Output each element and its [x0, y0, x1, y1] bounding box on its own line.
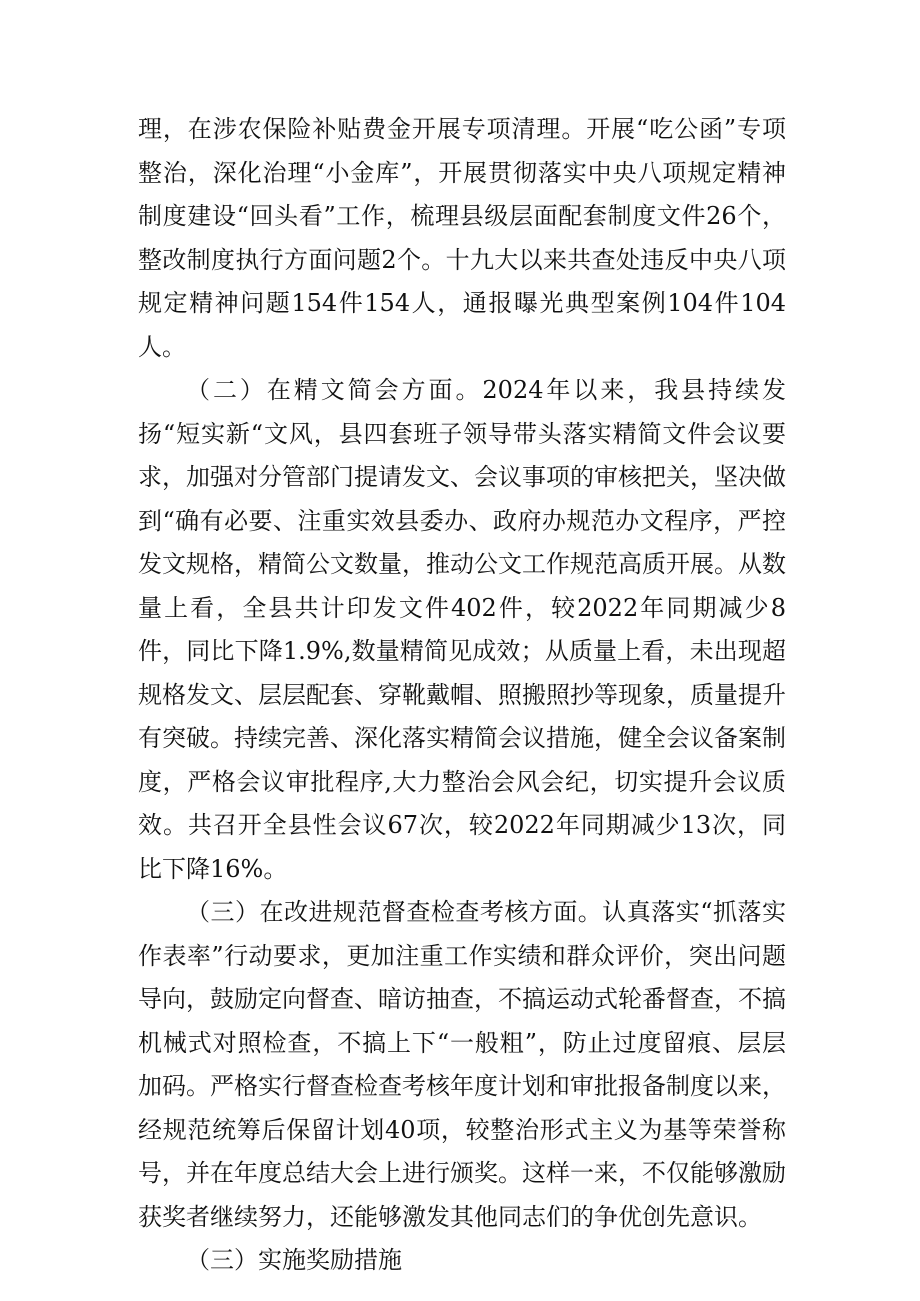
paragraph-section-three: （三）在改进规范督查检查考核方面。认真落实“抓落实作表率”行动要求，更加注重工作实绩和群众评价，突出问题导向，鼓励定向督查、暗访抽查，不搞运动式轮番督查，不搞机械式对照检查，不搞上下“一般粗”，防止过度留痕、层层加码。严格实行督查检查考核年度计划和审批报备制度以来，经规范统筹后保留计划40项，较整治形式主义为基等荣誉称号，并在年度总结大会上进行颁奖。这样一来，不仅能够激励获奖者继续努力，还能够激发其他同志们的争优创先意识。 — [138, 898, 786, 1231]
paragraph-section-two: （二）在精文简会方面。2024年以来，我县持续发扬“短实新“文风，县四套班子领导带头落实精简文件会议要求，加强对分管部门提请发文、会议事项的审核把关，坚决做到“确有必要、注重实效县委办、政府办规范办文程序，严控发文规格，精简公文数量，推动公文工作规范高质开展。从数量上看，全县共计印发文件402件，较2022年同期减少8件，同比下降1.9%,数量精简见成效；从质量上看，未出现超规格发文、层层配套、穿靴戴帽、照搬照抄等现象，质量提升有突破。持续完善、深化落实精简会议措施，健全会议备案制度，严格会议审批程序,大力整治会风会纪，切实提升会议质效。共召开全县性会议67次，较2022年同期减少13次，同比下降16%。 — [138, 376, 786, 883]
document-body — [138, 108, 786, 1283]
section-heading-rewards: （三）实施奖励措施 — [186, 1246, 402, 1274]
paragraph-continuation: 理，在涉农保险补贴费金开展专项清理。开展“吃公函”专项整治，深化治理“小金库”，开展贯彻落实中央八项规定精神制度建设“回头看”工作，梳理县级层面配套制度文件26个，整改制度执行方面问题2个。十九大以来共查处违反中央八项规定精神问题154件154人，通报曝光典型案例104件104人。 — [138, 115, 786, 361]
